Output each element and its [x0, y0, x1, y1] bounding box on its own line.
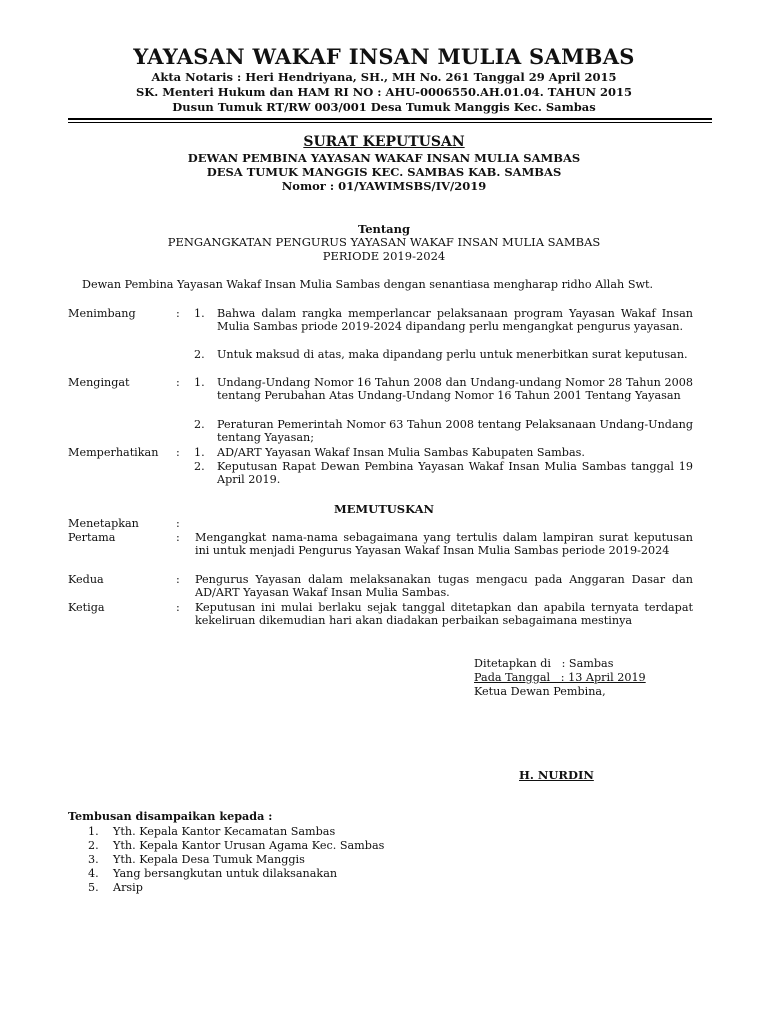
- memperhatikan-item-1: AD/ART Yayasan Wakaf Insan Mulia Sambas Kabupaten Sambas.: [217, 446, 585, 459]
- kedua-text: Pengurus Yayasan dalam melaksanakan tugas mengacu pada Anggaran Dasar dan AD/ART Yayasan Wakaf Insan Mulia Sambas.: [195, 573, 693, 599]
- letterhead-divider: [68, 118, 712, 120]
- list-number: 1.: [194, 376, 205, 389]
- signatory-name: H. NURDIN: [519, 768, 594, 782]
- memperhatikan-item-2: Keputusan Rapat Dewan Pembina Yayasan Wakaf Insan Mulia Sambas tanggal 19 April 2019.: [217, 460, 693, 486]
- signature-role: Ketua Dewan Pembina,: [474, 685, 606, 698]
- kedua-label: Kedua: [68, 573, 104, 586]
- colon: :: [176, 307, 180, 320]
- ministry-decree: SK. Menteri Hukum dan HAM RI NO : AHU-0006550.AH.01.04. TAHUN 2015: [135, 85, 633, 99]
- menimbang-label: Menimbang: [68, 307, 136, 320]
- subject-line2: PERIODE 2019-2024: [322, 249, 446, 263]
- cc-item: Yth. Kepala Desa Tumuk Manggis: [113, 853, 305, 866]
- list-number: 1.: [194, 446, 205, 459]
- list-number: 1.: [194, 307, 205, 320]
- menimbang-item-2: Untuk maksud di atas, maka dipandang perlu untuk menerbitkan surat keputusan.: [217, 348, 688, 361]
- decree-heading-line1: DEWAN PEMBINA YAYASAN WAKAF INSAN MULIA SAMBAS: [187, 151, 581, 165]
- ketiga-label: Ketiga: [68, 601, 105, 614]
- colon: :: [176, 573, 180, 586]
- colon: :: [176, 376, 180, 389]
- cc-item: Arsip: [113, 881, 143, 894]
- cc-item: Yang bersangkutan untuk dilaksanakan: [113, 867, 338, 880]
- decree-number: Nomor : 01/YAWIMSBS/IV/2019: [281, 179, 487, 193]
- cc-number: 3.: [88, 853, 99, 866]
- decree-title: SURAT KEPUTUSAN: [303, 134, 465, 150]
- colon: :: [176, 446, 180, 459]
- letterhead-divider-thin: [68, 122, 712, 123]
- colon: :: [176, 517, 180, 530]
- signature-date: Pada Tanggal : 13 April 2019: [474, 671, 646, 684]
- cc-title: Tembusan disampaikan kepada :: [68, 809, 273, 823]
- colon: :: [176, 601, 180, 614]
- address: Dusun Tumuk RT/RW 003/001 Desa Tumuk Manggis Kec. Sambas: [172, 100, 596, 114]
- mengingat-item-2: Peraturan Pemerintah Nomor 63 Tahun 2008 tentang Pelaksanaan Undang-Undang tentang Yayasan;: [217, 418, 693, 444]
- colon: :: [176, 531, 180, 544]
- menimbang-item-1: Bahwa dalam rangka memperlancar pelaksanaan program Yayasan Wakaf Insan Mulia Sambas priode 2019-2024 dipandang perlu mengangkat pengurus yayasan.: [217, 307, 693, 333]
- pertama-label: Pertama: [68, 531, 116, 544]
- mengingat-item-1: Undang-Undang Nomor 16 Tahun 2008 dan Undang-undang Nomor 28 Tahun 2008 tentang Perubahan Atas Undang-Undang Nomor 16 Tahun 2001 Tentang Yayasan: [217, 376, 693, 402]
- subject-line1: PENGANGKATAN PENGURUS YAYASAN WAKAF INSAN MULIA SAMBAS: [167, 235, 601, 249]
- cc-number: 4.: [88, 867, 99, 880]
- subject-tentang: Tentang: [357, 222, 411, 236]
- list-number: 2.: [194, 418, 205, 431]
- list-number: 2.: [194, 348, 205, 361]
- memperhatikan-label: Memperhatikan: [68, 446, 159, 459]
- list-number: 2.: [194, 460, 205, 473]
- signature-place: Ditetapkan di : Sambas: [474, 657, 614, 670]
- opening-statement: Dewan Pembina Yayasan Wakaf Insan Mulia Sambas dengan senantiasa mengharap ridho Allah Swt.: [82, 278, 654, 291]
- ketiga-text: Keputusan ini mulai berlaku sejak tanggal ditetapkan dan apabila ternyata terdapat kekeliruan dikemudian hari akan diadakan perbaikan sebagaimana mestinya: [195, 601, 693, 627]
- menetapkan-label: Menetapkan: [68, 517, 139, 530]
- decree-heading-line2: DESA TUMUK MANGGIS KEC. SAMBAS KAB. SAMBAS: [206, 165, 562, 179]
- pertama-text: Mengangkat nama-nama sebagaimana yang tertulis dalam lampiran surat keputusan ini untuk menjadi Pengurus Yayasan Wakaf Insan Mulia Sambas periode 2019-2024: [195, 531, 693, 557]
- cc-item: Yth. Kepala Kantor Urusan Agama Kec. Sambas: [113, 839, 385, 852]
- notary-deed: Akta Notaris : Heri Hendriyana, SH., MH No. 261 Tanggal 29 April 2015: [151, 70, 617, 84]
- organization-name: YAYASAN WAKAF INSAN MULIA SAMBAS: [133, 44, 635, 69]
- mengingat-label: Mengingat: [68, 376, 130, 389]
- cc-number: 2.: [88, 839, 99, 852]
- cc-number: 1.: [88, 825, 99, 838]
- cc-item: Yth. Kepala Kantor Kecamatan Sambas: [113, 825, 336, 838]
- cc-number: 5.: [88, 881, 99, 894]
- decision-title: MEMUTUSKAN: [333, 502, 435, 516]
